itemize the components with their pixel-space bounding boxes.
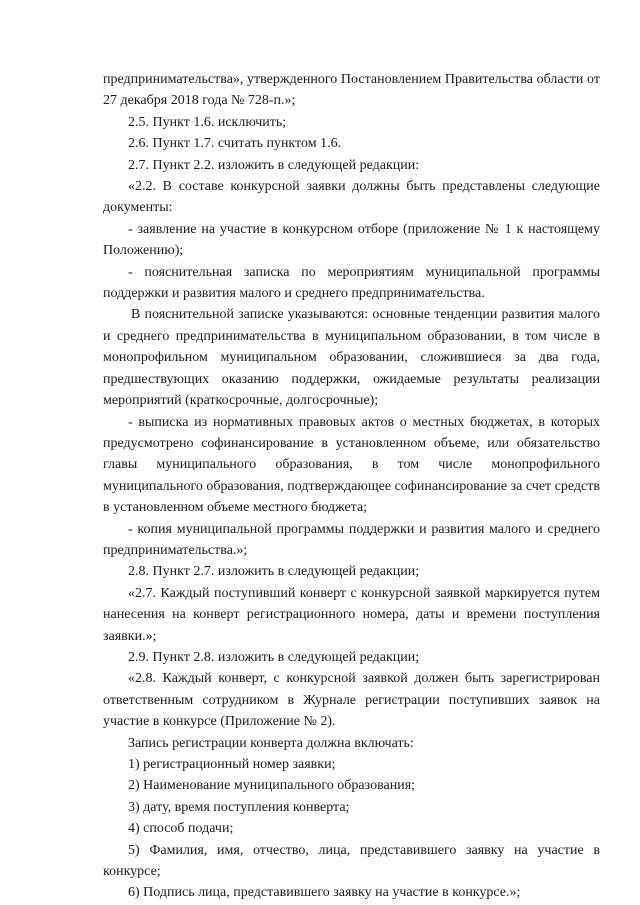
list-item-registration-number: 1) регистрационный номер заявки; — [128, 757, 336, 772]
paragraph-budget-extract-item: - выписка из нормативных правовых актов о местных бюджетах, в которых предусмотрено софинансирование в установленном объеме, или обязательство главы муниципального образования, в том числе монопрофильного муниципального образования, подтверждающее софинансирование за счет средств в установленном объеме местного бюджета; — [103, 414, 600, 516]
paragraph-item-2-7: 2.7. Пункт 2.2. изложить в следующей редакции: — [128, 157, 420, 173]
document-body — [103, 69, 600, 904]
list-item-applicant-signature: 6) Подпись лица, представившего заявку на участие в конкурсе.»; — [128, 885, 521, 901]
paragraph-application-item: - заявление на участие в конкурсном отборе (приложение № 1 к настоящему Положению); — [103, 221, 600, 259]
paragraph-item-2-9: 2.9. Пункт 2.8. изложить в следующей редакции; — [128, 649, 420, 665]
list-item-submission-method: 4) способ подачи; — [128, 821, 234, 837]
paragraph-item-2-8: 2.8. Пункт 2.7. изложить в следующей редакции; — [128, 564, 420, 580]
paragraph-clause-2-2: «2.2. В составе конкурсной заявки должны быть представлены следующие документы: — [103, 179, 600, 216]
paragraph-explanatory-note-details: В пояснительной записке указываются: основные тенденции развития малого и среднего предпринимательства в муниципальном образовании, в том числе в монопрофильном муниципальном образовании, сложившиеся за два года, предшествующих оказанию поддержки, ожидаемые результаты реализации мероприятий (краткосрочные, долгосрочные); — [103, 307, 600, 409]
paragraph-item-2-6: 2.6. Пункт 1.7. считать пунктом 1.6. — [128, 136, 342, 152]
list-item-applicant-name: 5) Фамилия, имя, отчество, лица, представившего заявку на участие в конкурсе; — [103, 842, 600, 880]
paragraph-explanatory-note-item: - пояснительная записка по мероприятиям муниципальной программы поддержки и развития малого и среднего предпринимательства. — [103, 264, 600, 302]
paragraph-program-copy-item: - копия муниципальной программы поддержки и развития малого и среднего предпринимательства.»; — [103, 521, 600, 558]
paragraph-clause-2-8: «2.8. Каждый конверт, с конкурсной заявкой должен быть зарегистрирован ответственным сотрудником в Журнале регистрации поступивших заявок на участие в конкурсе (Приложение № 2). — [103, 671, 600, 730]
paragraph-item-2-5: 2.5. Пункт 1.6. исключить; — [128, 114, 287, 130]
list-item-municipality-name: 2) Наименование муниципального образования; — [128, 778, 416, 794]
list-item-receipt-datetime: 3) дату, время поступления конверта; — [128, 799, 350, 815]
paragraph-continuation: предпринимательства», утвержденного Постановлением Правительства области от 27 декабря 2018 года № 728-п.»; — [103, 72, 600, 109]
paragraph-registration-intro: Запись регистрации конверта должна включать: — [128, 735, 414, 751]
paragraph-clause-2-7: «2.7. Каждый поступивший конверт с конкурсной заявкой маркируется путем нанесения на конверт регистрационного номера, даты и времени поступления заявки.»; — [103, 585, 600, 644]
